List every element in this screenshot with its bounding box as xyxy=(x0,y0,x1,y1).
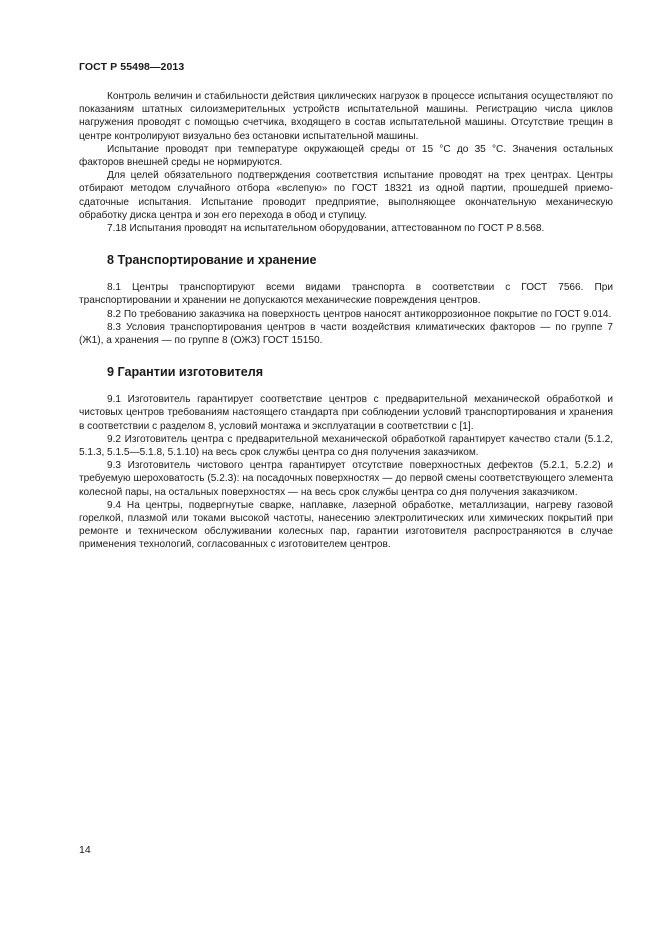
paragraph-8-2: 8.2 По требованию заказчика на поверхность центров наносят антикоррозионное покрытие по ГОСТ 9.014. xyxy=(107,308,612,320)
paragraph-9-2: 9.2 Изготовитель центра с предварительной механической обработкой гарантирует качество стали (5.1.2, 5.1.3, 5.1.5—5.1.8, 5.1.10) на весь срок службы центра со дня получения заказчиком. xyxy=(79,433,613,459)
paragraph-conformity-tests: Для целей обязательного подтверждения соответствия испытание проводят на трех центрах. Центры отбирают методом случайного отбора «вслепую» по ГОСТ 18321 из одной партии, прошедшей приемо-сдаточные испытания. Испытание проводит предприятие, выполняющее окончательную механическую обработку диска центра и зон его перехода в обод и ступицу. xyxy=(79,170,613,221)
paragraph-load-control: Контроль величин и стабильности действия циклических нагрузок в процессе испытания осуществляют по показаниям штатных силоизмерительных устройств испытательной машины. Регистрацию числа циклов нагружения проводят с помощью счетчика, входящего в состав испытательной машины. Отсутствие трещин в центре контролируют визуально без остановки испытательной машины. xyxy=(79,91,613,142)
paragraph-9-1: 9.1 Изготовитель гарантирует соответствие центров с предварительной механической обработкой и чистовых центров требованиям настоящего стандарта при соблюдении условий транспортирования и хранения в соответствии с разделом 8, условий монтажа и эксплуатации в соответствии с [1]. xyxy=(79,394,613,432)
paragraph-9-4: 9.4 На центры, подвергнутые сварке, наплавке, лазерной обработке, металлизации, нагреву газовой горелкой, плазмой или токами высокой частоты, нанесению электролитических или химических покрытий при ремонте и техническом обслуживании колесных пар, гарантии изготовителя распространяются в случае применения технологий, согласованных с изготовителем центров. xyxy=(79,499,613,551)
page-number: 14 xyxy=(79,844,91,856)
page-content xyxy=(79,90,613,552)
section-8-title: 8 Транспортирование и хранение xyxy=(107,253,317,268)
section-9-title: 9 Гарантии изготовителя xyxy=(107,365,264,380)
standard-code-header: ГОСТ Р 55498—2013 xyxy=(79,61,185,73)
paragraph-8-3: 8.3 Условия транспортирования центров в части воздействия климатических факторов — по группе 7 (Ж1), а хранения — по группе 8 (ОЖЗ) ГОСТ 15150. xyxy=(79,321,613,347)
paragraph-test-temperature: Испытание проводят при температуре окружающей среды от 15 °С до 35 °С. Значения остальных факторов внешней среды не нормируются. xyxy=(79,143,613,169)
paragraph-8-1: 8.1 Центры транспортируют всеми видами транспорта в соответствии с ГОСТ 7566. При транспортировании и хранении не допускаются механические повреждения центров. xyxy=(79,282,613,307)
paragraph-9-3: 9.3 Изготовитель чистового центра гарантирует отсутствие поверхностных дефектов (5.2.1, 5.2.2) и требуемую шероховатость (5.2.3): на посадочных поверхностях — до первой смены соответствующего элемента колесной пары, на остальных поверхностях — на весь срок службы центра со дня получения заказчиком. xyxy=(79,460,613,498)
paragraph-7-18: 7.18 Испытания проводят на испытательном оборудовании, аттестованном по ГОСТ Р 8.568. xyxy=(107,223,545,235)
